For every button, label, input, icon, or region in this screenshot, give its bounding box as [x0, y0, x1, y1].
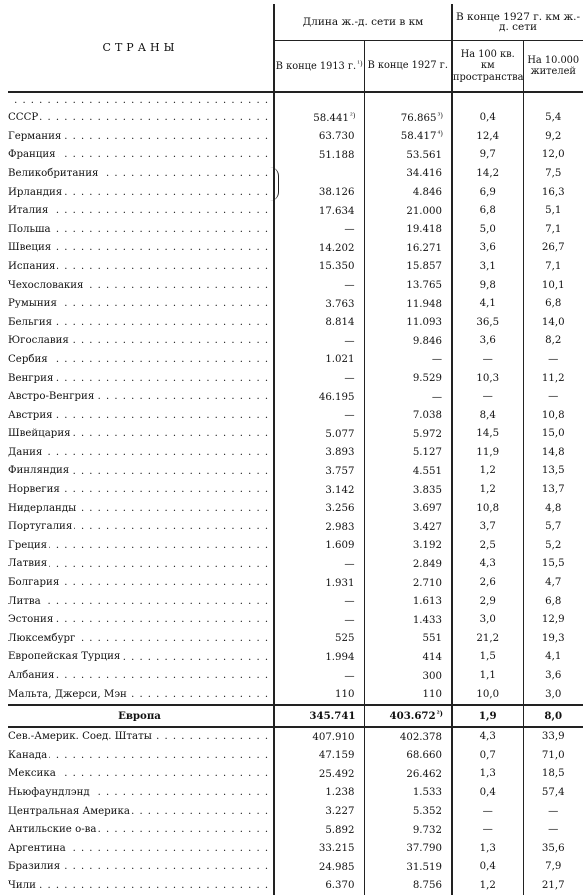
per-area-cell: 14,2	[452, 165, 523, 184]
table-row	[8, 765, 583, 784]
table-row	[8, 221, 583, 240]
total-pop: 8,0	[523, 705, 583, 727]
length-1927-cell: 414	[364, 648, 452, 667]
length-1927-cell: 2.849	[364, 555, 452, 574]
table-row	[8, 537, 583, 556]
length-1913-cell: 1.609	[274, 537, 364, 556]
per-pop-cell: 12,0	[541, 149, 565, 161]
country-cell: Швейцария . . .	[8, 425, 274, 444]
length-1927-cell: 16.271	[364, 239, 452, 258]
table-row	[8, 499, 583, 518]
table-row	[8, 183, 583, 202]
per-area-cell: 5,0	[452, 221, 523, 240]
country-cell: Литва . . .	[8, 592, 274, 611]
length-1927-cell: 68.660	[364, 747, 452, 766]
length-1927-cell: 300	[364, 667, 452, 686]
length-1913-cell	[274, 165, 364, 184]
table-row	[8, 667, 583, 686]
per-area-cell: 10,0	[452, 685, 523, 705]
length-1927-cell: 9.846	[364, 332, 452, 351]
country-cell: Югославия . . .	[8, 332, 274, 351]
per-area-cell: 0,7	[452, 747, 523, 766]
length-1927-cell: 21.000	[364, 202, 452, 221]
per-area-cell: 3,6	[452, 332, 523, 351]
length-1913-cell: 3.227	[274, 802, 364, 821]
per-area-cell: 14,5	[452, 425, 523, 444]
length-1927-cell: 551	[364, 630, 452, 649]
length-1927-cell: —	[364, 351, 452, 370]
length-1927-cell: 1.433	[364, 611, 452, 630]
length-1913-cell: 38.126	[274, 183, 364, 202]
per-pop-cell: 15,5	[541, 558, 565, 570]
length-1913-cell: 110	[274, 685, 364, 705]
length-1927-cell: 1.613	[364, 592, 452, 611]
length-1927-cell: 1.533	[364, 784, 452, 803]
length-1913-cell: 1.931	[274, 574, 364, 593]
per-area-cell: 1,3	[452, 840, 523, 859]
table-row	[8, 425, 583, 444]
length-1927-cell: 34.416	[364, 165, 452, 184]
country-cell: Мальта, Джерси, Мэн . . .	[8, 685, 274, 705]
table-row	[8, 802, 583, 821]
per-pop-cell: —	[548, 824, 559, 836]
length-1927-cell: 3.192	[364, 537, 452, 556]
length-1927-cell: 9.732	[364, 821, 452, 840]
length-1927-cell: 4.551	[364, 462, 452, 481]
length-1913-cell: —	[274, 407, 364, 426]
per-area-cell: 1,2	[452, 481, 523, 500]
country-cell: Аргентина . . .	[8, 840, 274, 859]
total-1913: 345.741	[274, 705, 364, 727]
length-1927-cell: 5.352	[364, 802, 452, 821]
length-group-header: Длина ж.-д. сети в км	[274, 4, 452, 41]
table-row	[8, 165, 583, 184]
length-1913-cell: —	[274, 555, 364, 574]
length-1913-cell: 2.983	[274, 518, 364, 537]
length-1927-cell: 11.948	[364, 295, 452, 314]
end1927-group-header: В конце 1927 г. км ж.-д. сети	[452, 4, 583, 41]
per-area-cell: 6,8	[452, 202, 523, 221]
per-pop-cell: —	[548, 353, 559, 365]
length-1913-cell: 6.370	[274, 877, 364, 895]
table-row	[8, 314, 583, 333]
per-area-cell: —	[452, 802, 523, 821]
length-1913-cell: 5.892	[274, 821, 364, 840]
brace-mark	[270, 167, 279, 201]
length-1927-cell: 3.427	[364, 518, 452, 537]
length-1913-cell: —	[274, 592, 364, 611]
col-1913-header: В конце 1913 г.$^{^1)}$	[274, 41, 364, 93]
table-row	[8, 555, 583, 574]
country-cell: Люксембург . . .	[8, 630, 274, 649]
country-cell: Польша . . .	[8, 221, 274, 240]
length-1927-cell: 11.093	[364, 314, 452, 333]
country-cell: Болгария . . .	[8, 574, 274, 593]
table-row	[8, 611, 583, 630]
length-1927-cell: —	[364, 388, 452, 407]
country-cell: Антильские о-ва . . .	[8, 821, 274, 840]
length-1913-cell: —	[274, 221, 364, 240]
countries-header: СТРАНЫ	[8, 4, 274, 92]
table-row	[8, 685, 583, 705]
length-1913-cell: 63.730	[274, 128, 364, 147]
length-1927-cell: 31.519	[364, 858, 452, 877]
railway-statistics-table	[8, 4, 583, 895]
total-area: 1,9	[452, 705, 523, 727]
table-row	[8, 276, 583, 295]
per-pop-cell: 14,0	[541, 316, 565, 328]
length-1913-cell: 3.893	[274, 444, 364, 463]
table-row	[8, 128, 583, 147]
country-cell: Эстония . . .	[8, 611, 274, 630]
country-cell: Франция . . .	[8, 146, 274, 165]
country-cell: Бельгия . . .	[8, 314, 274, 333]
per-area-cell: 21,2	[452, 630, 523, 649]
length-1913-cell: 3.757	[274, 462, 364, 481]
length-1927-cell: 5.127	[364, 444, 452, 463]
europe-total	[8, 705, 583, 727]
other-country-rows	[8, 727, 583, 895]
per-pop-cell: 19,3	[541, 632, 565, 644]
spacer-row	[8, 92, 583, 109]
per-pop-cell: 6,8	[545, 298, 562, 310]
per-area-cell: —	[452, 351, 523, 370]
table-row	[8, 518, 583, 537]
per-area-cell: 9,8	[452, 276, 523, 295]
length-1913-cell: 1.994	[274, 648, 364, 667]
country-cell: Сербия . . .	[8, 351, 274, 370]
length-1913-cell: —	[274, 611, 364, 630]
length-1913-cell: 525	[274, 630, 364, 649]
country-cell: Швеция . . .	[8, 239, 274, 258]
country-cell: Канада . . .	[8, 747, 274, 766]
total-row	[8, 705, 583, 727]
per-area-cell: —	[452, 821, 523, 840]
per-pop-cell: 13,5	[541, 465, 565, 477]
country-cell: Испания . . .	[8, 258, 274, 277]
length-1927-cell: 8.756	[364, 877, 452, 895]
country-cell: Нидерланды . . .	[8, 499, 274, 518]
length-1913-cell: 3.142	[274, 481, 364, 500]
length-1913-cell: 3.256	[274, 499, 364, 518]
length-1927-cell: 37.790	[364, 840, 452, 859]
per-area-cell: 2,5	[452, 537, 523, 556]
length-1927-cell: 19.418	[364, 221, 452, 240]
country-cell: Румыния . . .	[8, 295, 274, 314]
table-row	[8, 239, 583, 258]
per-pop-cell: 7,1	[545, 223, 562, 235]
per-area-cell: 3,0	[452, 611, 523, 630]
per-pop-cell: 18,5	[541, 768, 565, 780]
table-row	[8, 630, 583, 649]
per-area-cell: 1,1	[452, 667, 523, 686]
country-cell: Финляндия . . .	[8, 462, 274, 481]
length-1913-cell: 407.910	[274, 727, 364, 747]
length-1927-cell: 3.697	[364, 499, 452, 518]
length-1913-cell: 15.350	[274, 258, 364, 277]
table-row	[8, 747, 583, 766]
per-pop-cell: 7,1	[545, 260, 562, 272]
length-1913-cell: —	[274, 332, 364, 351]
per-pop-cell: 5,1	[545, 205, 562, 217]
table-row	[8, 146, 583, 165]
per-area-cell: 36,5	[452, 314, 523, 333]
per-area-cell: 8,4	[452, 407, 523, 426]
length-1927-cell: 7.038	[364, 407, 452, 426]
country-cell: Сев.-Америк. Соед. Штаты . . .	[8, 727, 274, 747]
per-area-cell: 10,3	[452, 369, 523, 388]
per-area-cell: 0,4	[452, 858, 523, 877]
per-area-cell: 4,3	[452, 727, 523, 747]
table-row	[8, 784, 583, 803]
per-area-cell: 3,7	[452, 518, 523, 537]
table-row	[8, 369, 583, 388]
length-1913-cell: 46.195	[274, 388, 364, 407]
length-1913-cell: 17.634	[274, 202, 364, 221]
table-row	[8, 351, 583, 370]
per-area-cell: 1,3	[452, 765, 523, 784]
per-area-cell: 4,3	[452, 555, 523, 574]
country-cell: Латвия . . .	[8, 555, 274, 574]
per-pop-cell: 3,0	[545, 688, 562, 700]
per-area-cell: 4,1	[452, 295, 523, 314]
length-1913-cell: —	[274, 369, 364, 388]
per-pop-cell: 10,8	[541, 409, 565, 421]
country-cell: Германия . . .	[8, 128, 274, 147]
length-1913-cell: 58.441$^{^2)}$	[274, 109, 364, 128]
per-pop-cell: 5,7	[545, 521, 562, 533]
per-pop-cell: 6,8	[545, 595, 562, 607]
per-area-cell: 0,4	[452, 109, 523, 128]
country-cell: Италия . . .	[8, 202, 274, 221]
length-1913-cell: 1.021	[274, 351, 364, 370]
per-area-cell: 1,2	[452, 462, 523, 481]
length-1927-cell: 15.857	[364, 258, 452, 277]
length-1913-cell: 25.492	[274, 765, 364, 784]
country-cell: Ньюфаундлэнд . . .	[8, 784, 274, 803]
per-area-cell: —	[452, 388, 523, 407]
per-area-cell: 3,1	[452, 258, 523, 277]
col-1927-header: В конце 1927 г.	[364, 41, 452, 93]
length-1927-cell: 9.529	[364, 369, 452, 388]
length-1913-cell: 5.077	[274, 425, 364, 444]
per-pop-cell: 11,2	[541, 372, 565, 384]
country-cell: Центральная Америка . . .	[8, 802, 274, 821]
length-1927-cell: 76.865$^{^3)}$	[364, 109, 452, 128]
per-pop-cell: 71,0	[541, 749, 565, 761]
table-row	[8, 407, 583, 426]
table-row	[8, 109, 583, 128]
per-pop-cell: 8,2	[545, 335, 562, 347]
per-area-cell: 9,7	[452, 146, 523, 165]
length-1927-cell: 5.972	[364, 425, 452, 444]
country-cell: Австрия . . .	[8, 407, 274, 426]
per-pop-cell: 21,7	[541, 879, 565, 891]
per-area-cell: 12,4	[452, 128, 523, 147]
europe-rows	[8, 92, 583, 705]
table-row	[8, 444, 583, 463]
length-1913-cell: 51.188	[274, 146, 364, 165]
country-cell: Португалия . . .	[8, 518, 274, 537]
table-row	[8, 574, 583, 593]
table-row	[8, 727, 583, 747]
per-pop-cell: 7,9	[545, 861, 562, 873]
per-area-cell: 11,9	[452, 444, 523, 463]
per-pop-cell: 12,9	[541, 614, 565, 626]
length-1913-cell: —	[274, 667, 364, 686]
total-label: Европа	[8, 705, 274, 727]
per-pop-cell: 7,5	[545, 167, 562, 179]
per-area-cell: 1,2	[452, 877, 523, 895]
per-pop-cell: 5,2	[545, 539, 562, 551]
country-cell: Дания . . .	[8, 444, 274, 463]
per-pop-cell: 57,4	[541, 786, 565, 798]
country-cell: Албания . . .	[8, 667, 274, 686]
country-cell: Бразилия . . .	[8, 858, 274, 877]
length-1927-cell: 110	[364, 685, 452, 705]
per-area-cell: 3,6	[452, 239, 523, 258]
length-1913-cell: 47.159	[274, 747, 364, 766]
per-pop-cell: 13,7	[541, 484, 565, 496]
table-row	[8, 592, 583, 611]
length-1913-cell: 33.215	[274, 840, 364, 859]
per-pop-cell: 14,8	[541, 446, 565, 458]
table-row	[8, 295, 583, 314]
col-pop-header: На 10.000 жителей	[523, 41, 583, 93]
table-row	[8, 258, 583, 277]
per-pop-cell: 33,9	[541, 731, 565, 743]
per-area-cell: 1,5	[452, 648, 523, 667]
per-area-cell: 2,6	[452, 574, 523, 593]
length-1913-cell: 3.763	[274, 295, 364, 314]
country-cell: Европейская Турция . . .	[8, 648, 274, 667]
per-area-cell: 2,9	[452, 592, 523, 611]
length-1913-cell: 1.238	[274, 784, 364, 803]
length-1913-cell: 14.202	[274, 239, 364, 258]
country-cell: Греция . . .	[8, 537, 274, 556]
per-pop-cell: 15,0	[541, 428, 565, 440]
length-1927-cell: 26.462	[364, 765, 452, 784]
per-pop-cell: 35,6	[541, 842, 565, 854]
table-row	[8, 648, 583, 667]
table-row	[8, 202, 583, 221]
length-1913-cell: —	[274, 276, 364, 295]
table-row	[8, 388, 583, 407]
length-1927-cell: 2.710	[364, 574, 452, 593]
length-1927-cell: 58.417$^{^4)}$	[364, 128, 452, 147]
per-pop-cell: 5,4	[545, 112, 562, 124]
country-cell: Великобритания . . .	[8, 165, 274, 184]
table-row	[8, 821, 583, 840]
length-1913-cell: 24.985	[274, 858, 364, 877]
country-cell: Ирландия . . .	[8, 183, 274, 202]
total-1927: 403.672$^{^2)}$	[364, 705, 452, 727]
per-pop-cell: —	[548, 391, 559, 403]
country-cell: Чехословакия . . .	[8, 276, 274, 295]
country-cell: Австро-Венгрия . . .	[8, 388, 274, 407]
length-1927-cell: 53.561	[364, 146, 452, 165]
country-cell: Норвегия . . .	[8, 481, 274, 500]
length-1913-cell: 8.814	[274, 314, 364, 333]
per-pop-cell: —	[548, 805, 559, 817]
per-pop-cell: 16,3	[541, 186, 565, 198]
per-pop-cell: 9,2	[545, 130, 562, 142]
per-pop-cell: 3,6	[545, 670, 562, 681]
per-pop-cell: 4,8	[545, 502, 562, 514]
table-row	[8, 481, 583, 500]
table-row	[8, 462, 583, 481]
per-area-cell: 6,9	[452, 183, 523, 202]
col-area-header: На 100 кв. км пространства	[452, 41, 523, 93]
per-area-cell: 0,4	[452, 784, 523, 803]
per-area-cell: 10,8	[452, 499, 523, 518]
table-row	[8, 332, 583, 351]
length-1927-cell: 402.378	[364, 727, 452, 747]
table-row	[8, 877, 583, 895]
per-pop-cell: 4,7	[545, 577, 562, 589]
per-pop-cell: 4,1	[545, 651, 562, 663]
length-1927-cell: 3.835	[364, 481, 452, 500]
country-cell: Венгрия . . .	[8, 369, 274, 388]
per-pop-cell: 26,7	[541, 242, 565, 254]
table-row	[8, 858, 583, 877]
length-1927-cell: 4.846	[364, 183, 452, 202]
country-cell: Мексика . . .	[8, 765, 274, 784]
table-row	[8, 840, 583, 859]
per-pop-cell: 10,1	[541, 279, 565, 291]
length-1927-cell: 13.765	[364, 276, 452, 295]
country-cell: Чили . . .	[8, 877, 274, 895]
country-cell: СССР . . .	[8, 109, 274, 128]
